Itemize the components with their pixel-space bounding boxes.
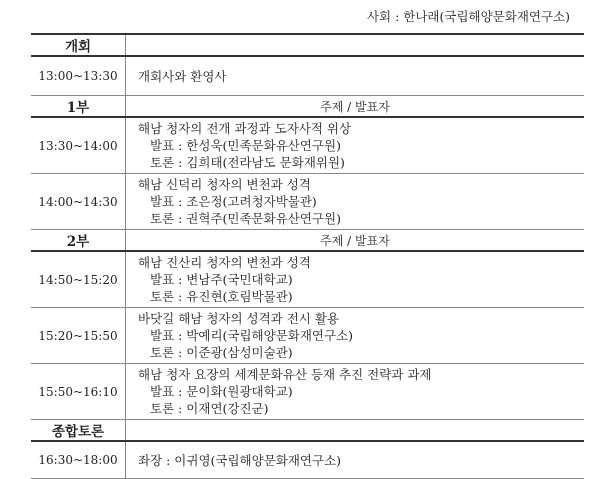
discussion-header-row <box>31 420 584 442</box>
presenter: 발표 : 박예리(국립해양문화재연구소) <box>150 328 354 343</box>
discussion-row <box>31 441 584 479</box>
session-row <box>31 251 584 308</box>
session-content <box>126 174 585 230</box>
presenter: 발표 : 변남주(국민대학교) <box>150 272 293 287</box>
session-content <box>126 251 585 308</box>
time-cell: 15:20~15:50 <box>31 308 126 364</box>
discussant: 토론 : 이준광(삼성미술관) <box>150 345 293 360</box>
discussant: 토론 : 김희태(전라남도 문화재위원) <box>150 155 345 170</box>
part1-column-title: 주제 / 발표자 <box>126 96 585 118</box>
opening-row <box>31 56 584 96</box>
session-title: 해남 청자 요장의 세계문화유산 등재 추진 전략과 과제 <box>138 367 432 382</box>
discussion-content: 좌장 : 이귀영(국립해양문화재연구소) <box>126 441 585 479</box>
part2-header-row <box>31 230 584 252</box>
time-cell: 15:50~16:10 <box>31 364 126 420</box>
moderator-line: 사회 : 한나래(국립해양문화재연구소) <box>366 9 570 24</box>
time-cell: 16:30~18:00 <box>31 441 126 479</box>
session-title: 해남 진산리 청자의 변천과 성격 <box>138 255 311 270</box>
opening-header-row <box>31 34 584 56</box>
part1-header-row <box>31 96 584 118</box>
presenter: 발표 : 문이화(원광대학교) <box>150 384 293 399</box>
part1-header: 1부 <box>31 96 126 118</box>
time-cell: 13:00~13:30 <box>31 56 126 96</box>
part2-header: 2부 <box>31 230 126 252</box>
time-cell: 14:00~14:30 <box>31 174 126 230</box>
session-content <box>126 364 585 420</box>
discussion-header-blank <box>126 420 585 442</box>
opening-header: 개회 <box>31 34 126 56</box>
opening-content: 개회사와 환영사 <box>126 56 585 96</box>
session-row <box>31 364 584 420</box>
schedule-table <box>31 33 584 479</box>
time-cell: 13:30~14:00 <box>31 117 126 174</box>
discussion-header: 종합토론 <box>31 420 126 442</box>
session-title: 바닷길 해남 청자의 성격과 전시 활용 <box>138 311 339 326</box>
session-title: 해남 신덕리 청자의 변천과 성격 <box>138 177 311 192</box>
part2-column-title: 주제 / 발표자 <box>126 230 585 252</box>
presenter: 발표 : 한성욱(민족문화유산연구원) <box>150 138 341 153</box>
session-row <box>31 117 584 174</box>
discussant: 토론 : 권혁주(민족문화유산연구원) <box>150 211 341 226</box>
presenter: 발표 : 조은정(고려청자박물관) <box>150 194 317 209</box>
discussant: 토론 : 유진현(호림박물관) <box>150 289 293 304</box>
opening-header-blank <box>126 34 585 56</box>
session-content <box>126 308 585 364</box>
session-row <box>31 174 584 230</box>
time-cell: 14:50~15:20 <box>31 251 126 308</box>
session-title: 해남 청자의 전개 과정과 도자사적 위상 <box>138 121 352 136</box>
session-content <box>126 117 585 174</box>
discussant: 토론 : 이재연(강진군) <box>150 401 269 416</box>
session-row <box>31 308 584 364</box>
